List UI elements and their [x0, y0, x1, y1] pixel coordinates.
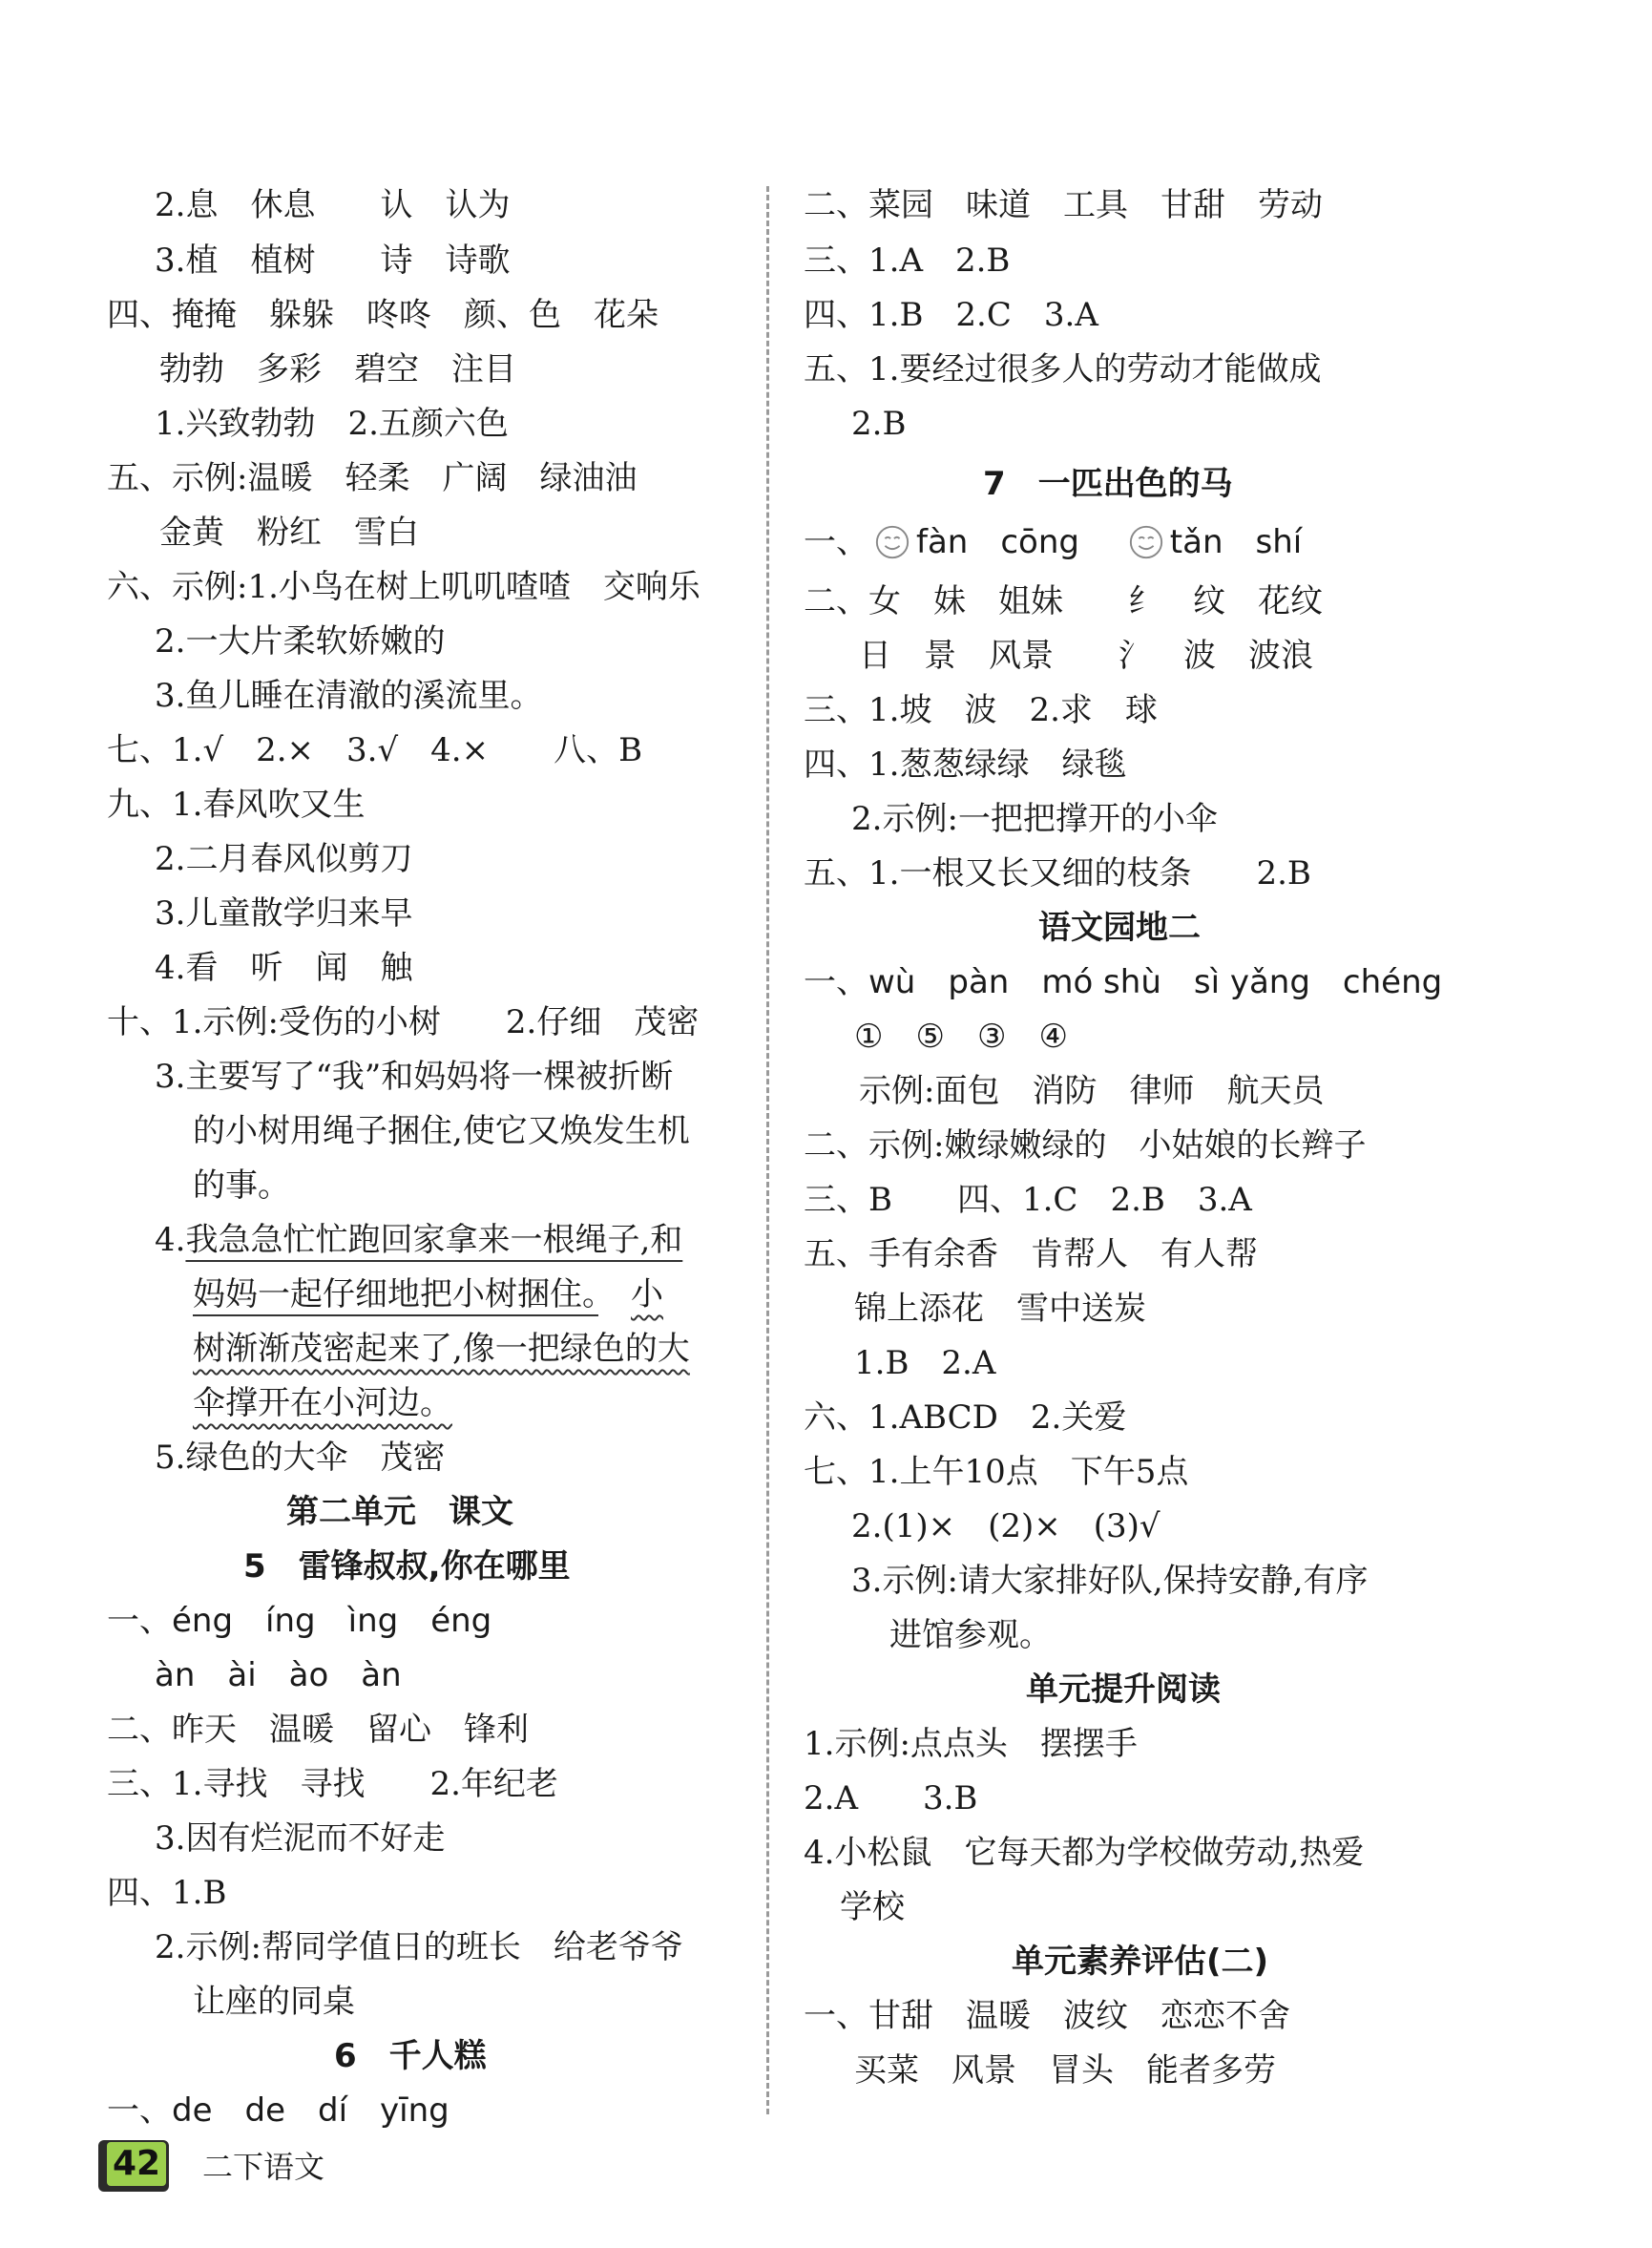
wavy-underlined-text: 树渐渐茂密起来了,像一把绿色的大 — [193, 1330, 690, 1368]
answer-line — [155, 1219, 682, 1261]
answer-line: 二、示例:嫩绿嫩绿的 小姑娘的长辫子 — [804, 1126, 1367, 1165]
item-number: 4. — [155, 1221, 186, 1259]
answer-line: 锦上添花 雪中送炭 — [854, 1290, 1146, 1328]
section-heading: 单元素养评估(二) — [1012, 1943, 1269, 1981]
footer-label: 二下语文 — [202, 2149, 325, 2185]
answer-line: 三、B 四、1.C 2.B 3.A — [804, 1181, 1252, 1219]
answer-line: 三、1.坡 波 2.求 球 — [804, 691, 1158, 729]
wavy-underlined-text: 伞撑开在小河边。 — [193, 1384, 452, 1422]
answer-line: 四、1.B — [107, 1874, 227, 1912]
answer-line: 一、wù pàn mó shù sì yǎng chéng — [804, 963, 1443, 1001]
answer-line: 4.小松鼠 它每天都为学校做劳动,热爱 — [804, 1834, 1365, 1872]
question-number: 一、 — [804, 523, 868, 561]
answer-line: 一、甘甜 温暖 波纹 恋恋不舍 — [804, 1997, 1290, 2035]
answer-line: 买菜 风景 冒头 能者多劳 — [854, 2051, 1276, 2090]
answer-line: 3.示例:请大家排好队,保持安静,有序 — [851, 1562, 1369, 1600]
answer-line: 五、1.要经过很多人的劳动才能做成 — [804, 350, 1322, 389]
answer-line: ① ⑤ ③ ④ — [854, 1018, 1068, 1056]
answer-line: 学校 — [840, 1888, 905, 1926]
smiley-face-icon — [874, 524, 910, 560]
wavy-underlined-text: 小 — [631, 1275, 663, 1313]
answer-line: 2.一大片柔软娇嫩的 — [155, 622, 446, 661]
answer-line: 示例:面包 消防 律师 航天员 — [859, 1072, 1325, 1110]
page-number: 42 — [107, 2142, 166, 2186]
answer-line: 2.(1)× (2)× (3)√ — [851, 1507, 1161, 1545]
answer-line: 二、昨天 温暖 留心 锋利 — [107, 1711, 529, 1749]
lesson-heading: 7 一匹出色的马 — [983, 465, 1233, 503]
answer-line: 四、1.葱葱绿绿 绿毯 — [804, 746, 1127, 784]
answer-line: 五、示例:温暖 轻柔 广阔 绿油油 — [107, 459, 638, 497]
answer-line: 3.鱼儿睡在清澈的溪流里。 — [155, 677, 543, 715]
answer-line: 九、1.春风吹又生 — [107, 786, 366, 824]
answer-line: 3.植 植树 诗 诗歌 — [155, 242, 511, 280]
answer-line: 五、1.一根又长又细的枝条 2.B — [804, 854, 1311, 893]
answer-line — [193, 1328, 690, 1370]
answer-line: 4.看 听 闻 触 — [155, 949, 413, 987]
answer-line: 四、掩掩 躲躲 咚咚 颜、色 花朵 — [107, 296, 659, 334]
answer-line: 七、1.√ 2.× 3.√ 4.× 八、B — [107, 731, 643, 769]
answer-line: 一、de de dí yīng — [107, 2091, 450, 2130]
answer-line: 的事。 — [193, 1166, 290, 1205]
section-heading: 第二单元 课文 — [286, 1493, 513, 1531]
answer-line: 四、1.B 2.C 3.A — [804, 296, 1098, 334]
smiley-face-icon — [1128, 524, 1164, 560]
answer-line: 2.息 休息 认 认为 — [155, 186, 511, 224]
answer-line: 三、1.A 2.B — [804, 242, 1011, 280]
pinyin-answer: tǎn shí — [1169, 523, 1303, 561]
answer-line: 五、手有余香 肯帮人 有人帮 — [804, 1235, 1258, 1273]
answer-line: 2.A 3.B — [804, 1779, 978, 1817]
answer-line: 一、éng íng ìng éng — [107, 1602, 492, 1640]
answer-line: 让座的同桌 — [193, 1983, 355, 2021]
answer-line: 七、1.上午10点 下午5点 — [804, 1453, 1189, 1491]
lesson-heading: 5 雷锋叔叔,你在哪里 — [243, 1547, 571, 1586]
lesson-heading: 6 千人糕 — [334, 2037, 487, 2075]
answer-line: 日 景 风景 氵 波 波浪 — [859, 637, 1313, 675]
pinyin-answer: fàn cōng — [916, 523, 1079, 561]
answer-line: 二、女 妹 姐妹 纟 纹 花纹 — [804, 582, 1323, 620]
answer-line: 3.主要写了“我”和妈妈将一棵被折断 — [155, 1058, 674, 1096]
answer-line: 1.B 2.A — [854, 1344, 996, 1382]
answer-line — [804, 521, 1302, 563]
answer-line: 1.兴致勃勃 2.五颜六色 — [155, 405, 509, 443]
section-heading: 语文园地二 — [1038, 909, 1201, 947]
column-divider — [766, 186, 769, 2114]
answer-line: 金黄 粉红 雪白 — [159, 514, 419, 552]
underlined-text: 我急急忙忙跑回家拿来一根绳子,和 — [185, 1221, 683, 1259]
answer-line: 勃勃 多彩 碧空 注目 — [159, 350, 516, 389]
answer-line: 二、菜园 味道 工具 甘甜 劳动 — [804, 186, 1323, 224]
answer-line: 1.示例:点点头 摆摆手 — [804, 1725, 1138, 1763]
answer-line: 三、1.寻找 寻找 2.年纪老 — [107, 1765, 558, 1803]
answer-line: 六、1.ABCD 2.关爱 — [804, 1398, 1127, 1437]
answer-line — [193, 1382, 452, 1424]
answer-line: 2.示例:一把把撑开的小伞 — [851, 800, 1218, 838]
answer-line: 六、示例:1.小鸟在树上叽叽喳喳 交响乐 — [107, 568, 701, 606]
answer-line: 2.B — [851, 405, 907, 443]
section-heading: 单元提升阅读 — [1026, 1670, 1221, 1709]
answer-line: 十、1.示例:受伤的小树 2.仔细 茂密 — [107, 1003, 700, 1041]
answer-line: àn ài ào àn — [155, 1656, 402, 1694]
answer-line: 2.二月春风似剪刀 — [155, 840, 413, 878]
answer-line: 进馆参观。 — [889, 1616, 1052, 1654]
answer-line: 3.儿童散学归来早 — [155, 894, 413, 933]
underlined-text: 妈妈一起仔细地把小树捆住。 — [193, 1275, 598, 1313]
answer-line: 5.绿色的大伞 茂密 — [155, 1439, 446, 1477]
answer-line: 的小树用绳子捆住,使它又焕发生机 — [193, 1112, 690, 1150]
answer-line: 3.因有烂泥而不好走 — [155, 1819, 446, 1858]
answer-line — [193, 1273, 663, 1315]
answer-line: 2.示例:帮同学值日的班长 给老爷爷 — [155, 1928, 683, 1966]
